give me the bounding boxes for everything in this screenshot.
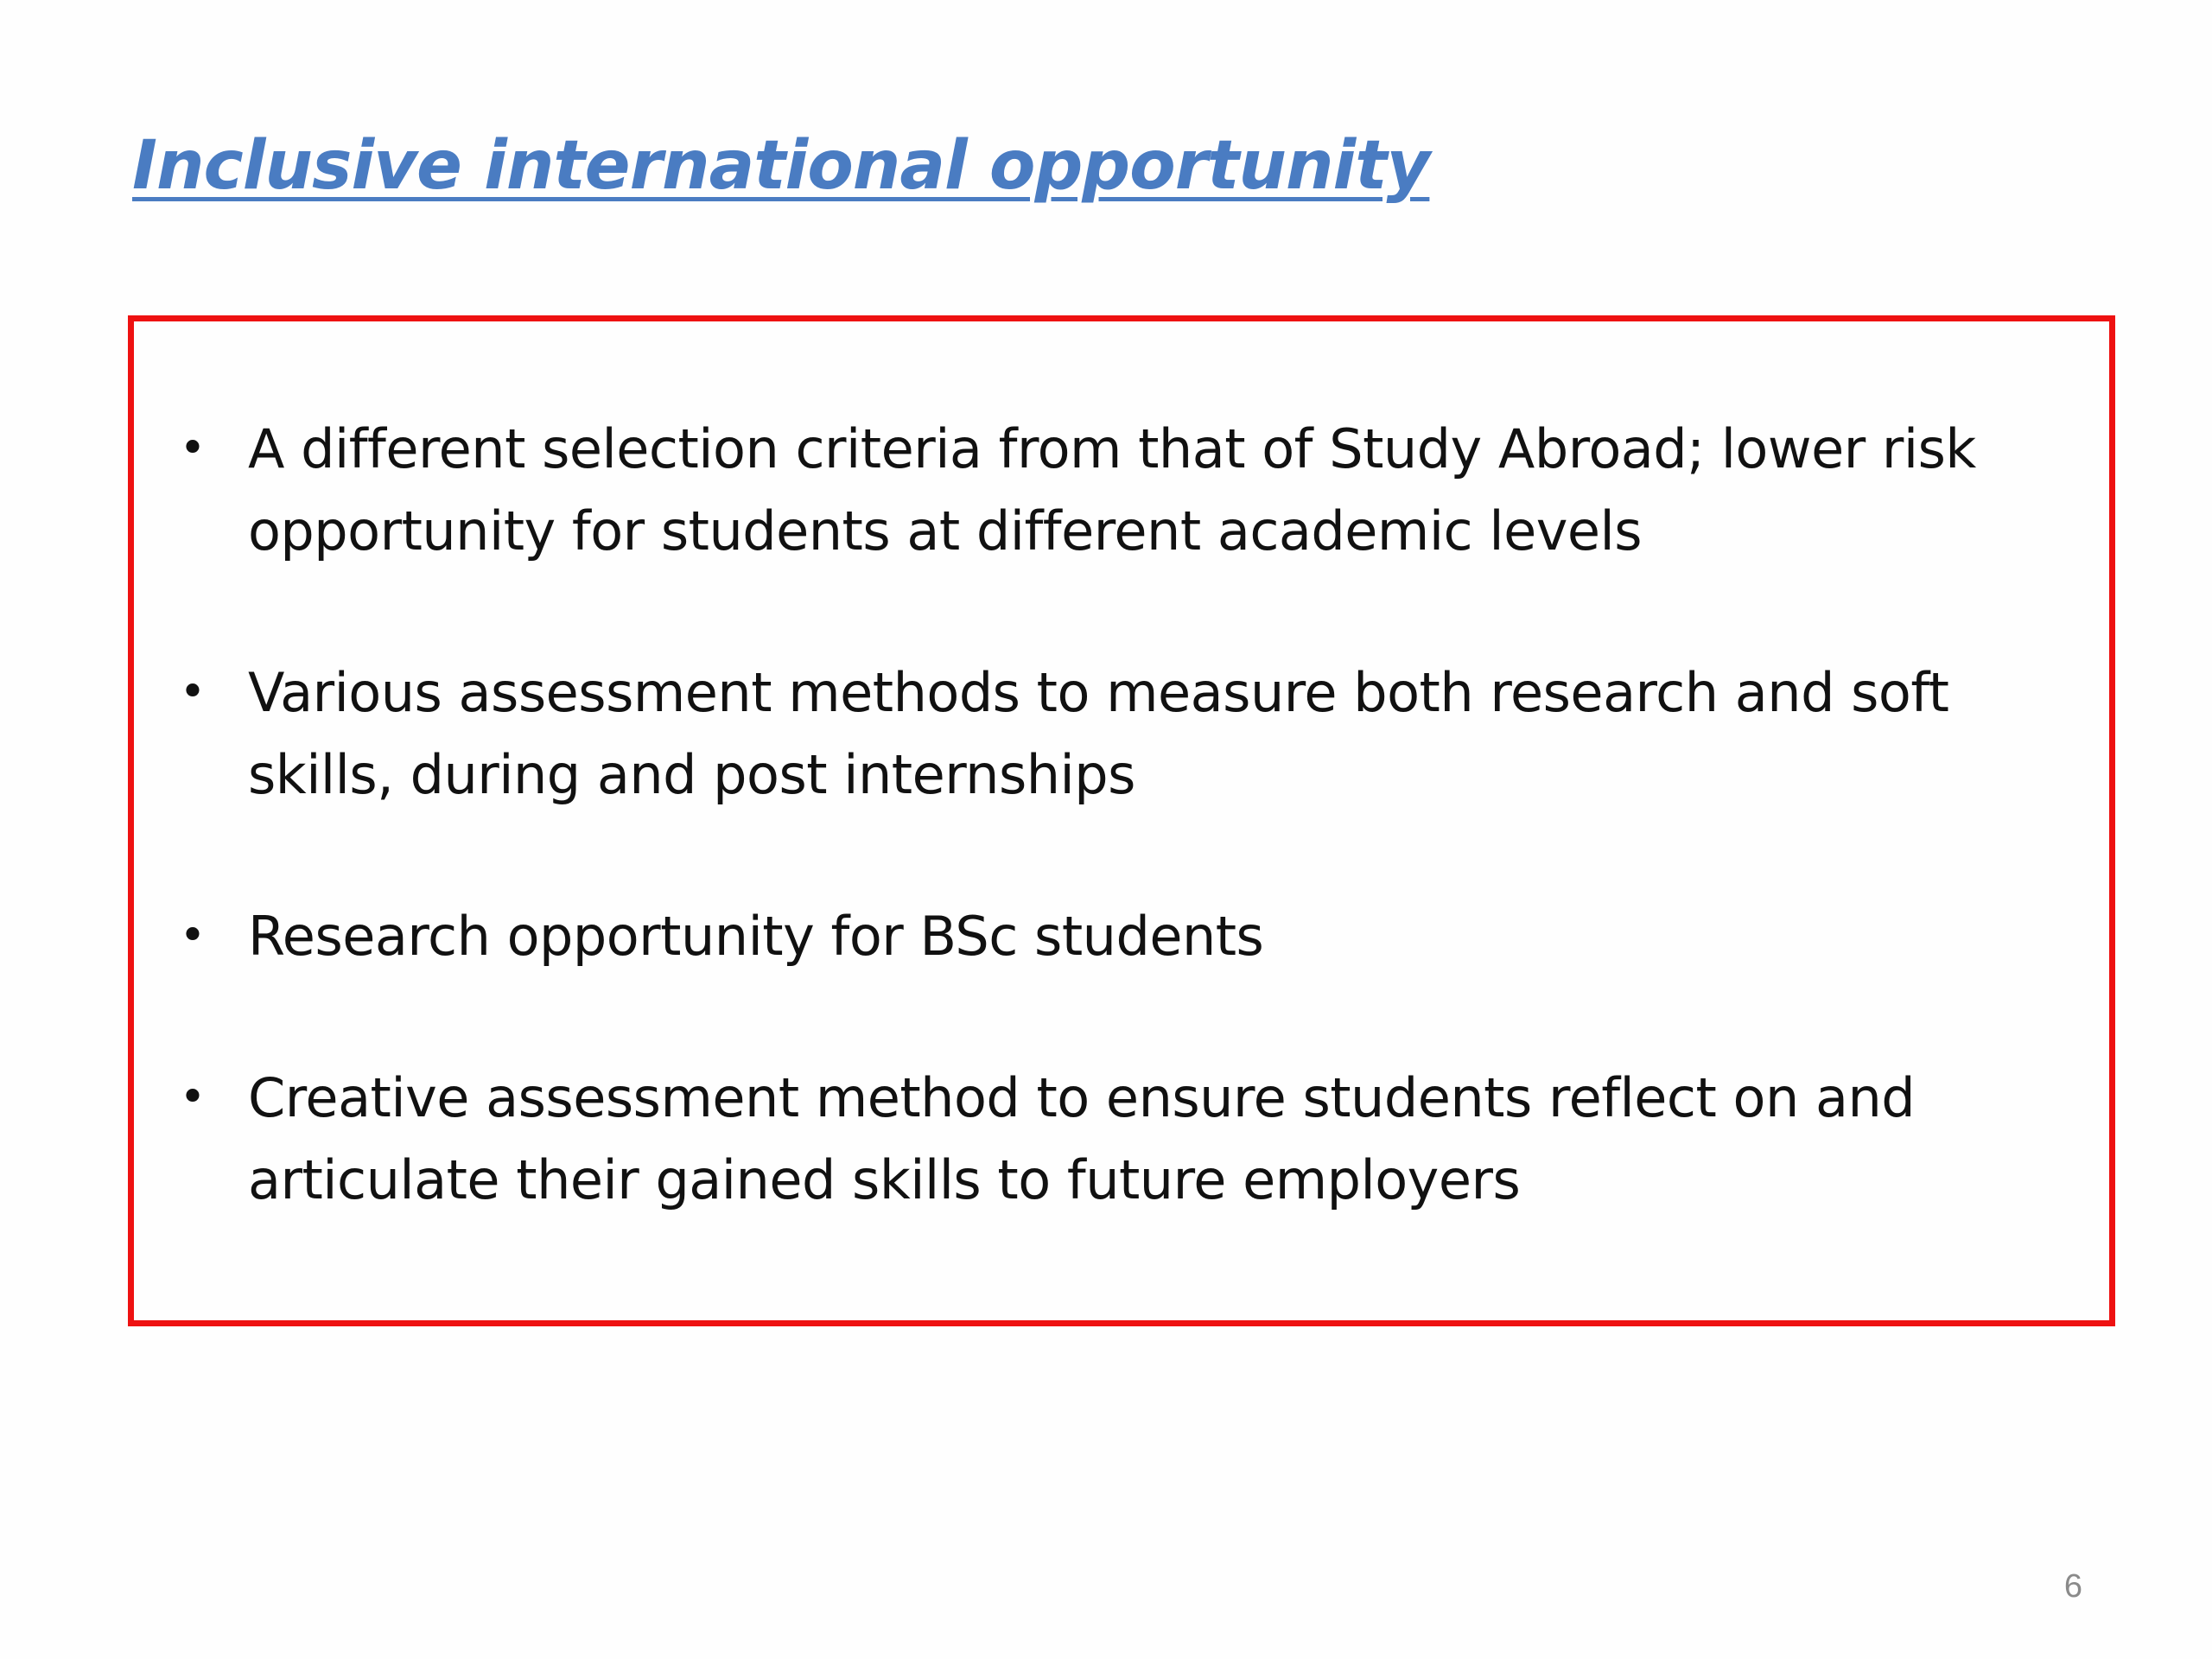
bullet-text: Various assessment methods to measure both research and soft skills, during and post internships bbox=[248, 661, 1949, 806]
page-number: 6 bbox=[2063, 1568, 2082, 1605]
list-item bbox=[158, 1057, 2076, 1221]
bullet-text: A different selection criteria from that of Study Abroad; lower risk opportunity for students at different academic levels bbox=[248, 417, 1976, 563]
bullet-list bbox=[158, 408, 2076, 1221]
bullet-text: Creative assessment method to ensure students reflect on and articulate their gained skills to future employers bbox=[248, 1066, 1916, 1211]
highlight-box bbox=[128, 315, 2115, 1326]
bullet-icon: • bbox=[179, 666, 207, 718]
list-item bbox=[158, 652, 2076, 816]
bullet-text: Research opportunity for BSc students bbox=[248, 905, 1264, 968]
list-item bbox=[158, 408, 2076, 572]
bullet-icon: • bbox=[179, 1071, 207, 1123]
bullet-icon: • bbox=[179, 910, 207, 962]
bullet-icon: • bbox=[179, 423, 207, 474]
slide-title: Inclusive international opportunity bbox=[132, 127, 1430, 205]
list-item bbox=[158, 895, 2076, 977]
